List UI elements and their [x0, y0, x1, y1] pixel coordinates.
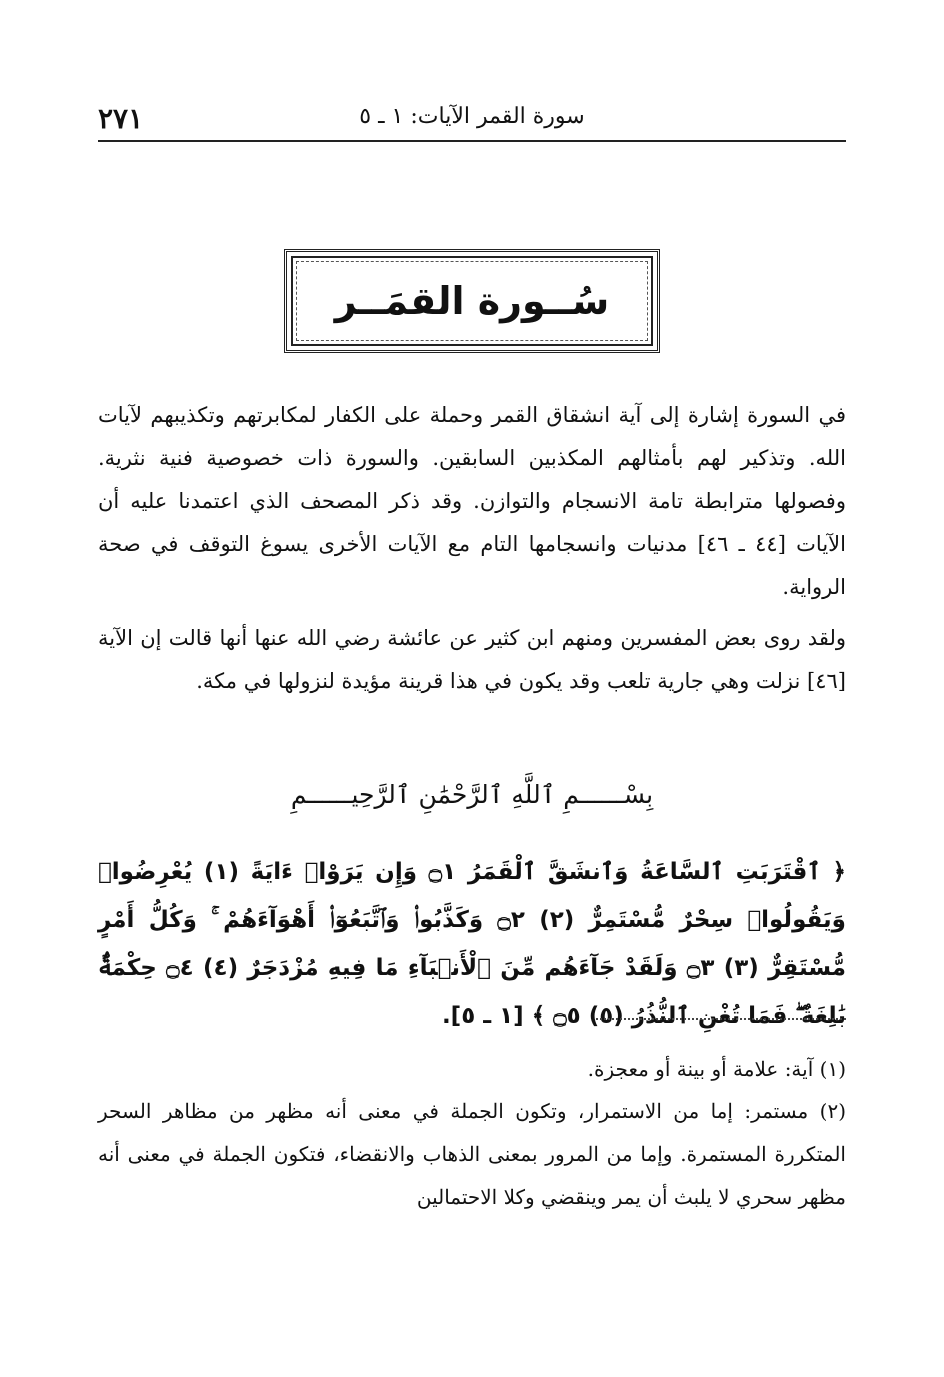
surah-title-inner-frame [291, 256, 653, 346]
page-number: ٢٧١ [98, 102, 144, 135]
footnote-separator [596, 1018, 846, 1020]
quran-verses: ﴿ ٱقْتَرَبَتِ ٱلسَّاعَةُ وَٱنشَقَّ ٱلْقَمَرُ ۝١ وَإِن يَرَوْا۟ ءَايَةً (١) يُعْرِضُوا۟ وَيَقُولُوا۟ سِحْرٌ مُّسْتَمِرٌّ (٢) ۝٢ وَكَذَّبُوا۟ وَٱتَّبَعُوٓا۟ أَهْوَآءَهُمْ ۚ وَكُلُّ أَمْرٍ مُّسْتَقِرٌّ (٣) ۝٣ وَلَقَدْ جَآءَهُم مِّنَ ٱلْأَنۢبَآءِ مَا فِيهِ مُزْدَجَرٌ (٤) ۝٤ حِكْمَةٌۢ بَٰلِغَةٌ ۖ فَمَا تُغْنِ ٱلنُّذُرُ (٥) ۝٥ ﴾ [١ ـ ٥]. [98, 859, 846, 1029]
surah-title: سُــورة القمَــر [334, 279, 610, 323]
running-title: سورة القمر الآيات: ١ ـ ٥ [359, 104, 585, 129]
intro-paragraph: في السورة إشارة إلى آية انشقاق القمر وحملة على الكفار لمكابرتهم وتكذيبهم لآيات الله. وتذكير لهم بأمثالهم المكذبين السابقين. والسورة ذات خصوصية فنية نثرية. وفصولها مترابطة تامة الانسجام والتوازن. وقد ذكر المصحف الذي اعتمدنا عليه أن الآيات [٤٤ ـ ٤٦] مدنيات وانسجامها التام مع الآيات الأخرى يسوغ التوقف في صحة الرواية. [98, 403, 846, 599]
running-header [98, 100, 846, 142]
footnote-2: (٢) مستمر: إما من الاستمرار، وتكون الجملة في معنى أنه مظهر من مظاهر السحر المتكررة المستمرة. وإما من المرور بمعنى الذهاب والانقضاء، فتكون الجملة في معنى أنه مظهر سحري لا يلبث أن يمر وينقضي وكلا الاحتمالين [98, 1099, 846, 1209]
footnote-1: (١) آية: علامة أو بينة أو معجزة. [587, 1057, 846, 1081]
basmala: بِسْــــــمِ ٱللَّهِ ٱلرَّحْمَٰنِ ٱلرَّحِيــــــمِ [290, 780, 654, 809]
surah-title-frame [284, 249, 660, 353]
narration-paragraph: ولقد روى بعض المفسرين ومنهم ابن كثير عن عائشة رضي الله عنها أنها قالت إن الآية [٤٦] نزلت وهي جارية تلعب وقد يكون في هذا قرينة مؤيدة لنزولها في مكة. [98, 626, 846, 693]
